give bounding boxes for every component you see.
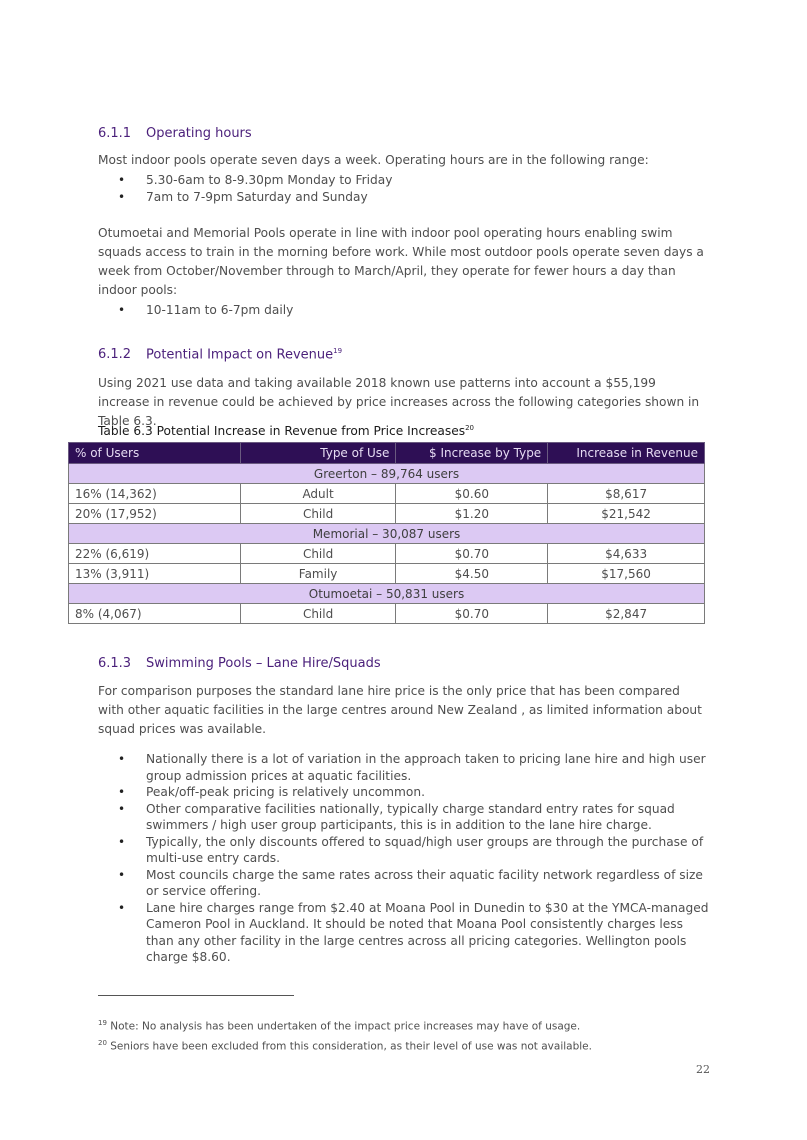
footnote-text: Note: No analysis has been undertaken of the impact price increases may have of usage.: [110, 1020, 581, 1033]
lane-hire-paragraph: For comparison purposes the standard lane hire price is the only price that has been compared with other aquatic facilities in the large centres around New Zealand , as limited information about squad prices was available.: [98, 684, 702, 736]
list-item: • Lane hire charges range from $2.40 at Moana Pool in Dunedin to $30 at the YMCA-managed Cameron Pool in Auckland. It should be noted that Moana Pool consistently charges less than any other facility in the large centres across all pricing categories. Wellington pools charge $8.60.: [98, 900, 710, 966]
table-header-row: [69, 443, 705, 464]
table-cell: Family: [240, 564, 396, 584]
footnote-ref: 19: [333, 347, 343, 355]
table-cell: $0.70: [396, 604, 548, 624]
operating-hours-list: [98, 172, 392, 205]
revenue-table: [68, 442, 705, 624]
list-item: • Other comparative facilities nationally, typically charge standard entry rates for squad swimmers / high user group participants, this is in addition to the lane hire charge.: [98, 801, 710, 834]
column-header: Increase in Revenue: [548, 443, 705, 464]
pool-group-row: [69, 464, 705, 484]
section-heading-612: [98, 347, 342, 362]
list-item: • Most councils charge the same rates across their aquatic facility network regardless of size or service offering.: [98, 867, 710, 900]
column-header: % of Users: [69, 443, 241, 464]
list-item: • 7am to 7-9pm Saturday and Sunday: [98, 189, 392, 206]
outdoor-hours-list: [98, 302, 293, 319]
revenue-paragraph: Using 2021 use data and taking available 2018 known use patterns into account a $55,199 increase in revenue could be achieved by price increases across the following categories shown in Table 6.3.: [98, 376, 700, 428]
section-heading-613: [98, 656, 381, 671]
column-header: Type of Use: [240, 443, 396, 464]
lane-hire-list: [98, 751, 710, 966]
table-cell: 22% (6,619): [69, 544, 241, 564]
footnote-ref: 20: [465, 424, 474, 432]
table-cell: $4,633: [548, 544, 705, 564]
table-cell: $1.20: [396, 504, 548, 524]
table-cell: 16% (14,362): [69, 484, 241, 504]
table-row: [69, 484, 705, 504]
table-cell: 20% (17,952): [69, 504, 241, 524]
section-number: 6.1.2: [98, 347, 132, 363]
table-cell: $17,560: [548, 564, 705, 584]
page-number: 22: [696, 1063, 710, 1076]
table-cell: $0.70: [396, 544, 548, 564]
table-cell: 13% (3,911): [69, 564, 241, 584]
pool-name: Greerton – 89,764 users: [69, 464, 705, 484]
table-cell: $8,617: [548, 484, 705, 504]
table-cell: $21,542: [548, 504, 705, 524]
pool-group-row: [69, 584, 705, 604]
section-heading-611: [98, 126, 252, 141]
table-caption: [98, 424, 474, 438]
table-row: [69, 544, 705, 564]
list-item: • Peak/off-peak pricing is relatively uncommon.: [98, 784, 710, 801]
pool-name: Memorial – 30,087 users: [69, 524, 705, 544]
list-item: • Nationally there is a lot of variation in the approach taken to pricing lane hire and high user group admission prices at aquatic facilities.: [98, 751, 710, 784]
column-header: $ Increase by Type: [396, 443, 548, 464]
section-title: Operating hours: [146, 126, 252, 141]
table-cell: Child: [240, 544, 396, 564]
footnote-text: Seniors have been excluded from this consideration, as their level of use was not available.: [110, 1040, 592, 1053]
pool-name: Otumoetai – 50,831 users: [69, 584, 705, 604]
footnote-marker: 19: [98, 1019, 107, 1027]
table-cell: Child: [240, 604, 396, 624]
outdoor-pools-paragraph: Otumoetai and Memorial Pools operate in line with indoor pool operating hours enabling swim squads access to train in the morning before work. While most outdoor pools operate seven days a week from October/November through to March/April, they operate for fewer hours a day than indoor pools:: [98, 226, 704, 297]
footnote-divider: [98, 995, 294, 996]
operating-hours-intro: Most indoor pools operate seven days a week. Operating hours are in the following range:: [98, 153, 649, 167]
table-cell: Adult: [240, 484, 396, 504]
section-title: Potential Impact on Revenue: [146, 347, 334, 363]
pool-group-row: [69, 524, 705, 544]
table-row: [69, 604, 705, 624]
footnote-20: [98, 1039, 592, 1053]
list-item: • Typically, the only discounts offered to squad/high user groups are through the purchase of multi-use entry cards.: [98, 834, 710, 867]
table-cell: $2,847: [548, 604, 705, 624]
table-cell: 8% (4,067): [69, 604, 241, 624]
table-cell: Child: [240, 504, 396, 524]
table-cell: $0.60: [396, 484, 548, 504]
list-item: • 10-11am to 6-7pm daily: [98, 302, 293, 319]
section-number: 6.1.1: [98, 126, 132, 141]
table-row: [69, 564, 705, 584]
list-item: • 5.30-6am to 8-9.30pm Monday to Friday: [98, 172, 392, 189]
section-number: 6.1.3: [98, 656, 132, 671]
footnote-19: [98, 1019, 580, 1033]
table-cell: $4.50: [396, 564, 548, 584]
footnote-marker: 20: [98, 1039, 107, 1047]
table-row: [69, 504, 705, 524]
caption-text: Table 6.3 Potential Increase in Revenue from Price Increases: [98, 424, 466, 439]
section-title: Swimming Pools – Lane Hire/Squads: [146, 656, 381, 671]
